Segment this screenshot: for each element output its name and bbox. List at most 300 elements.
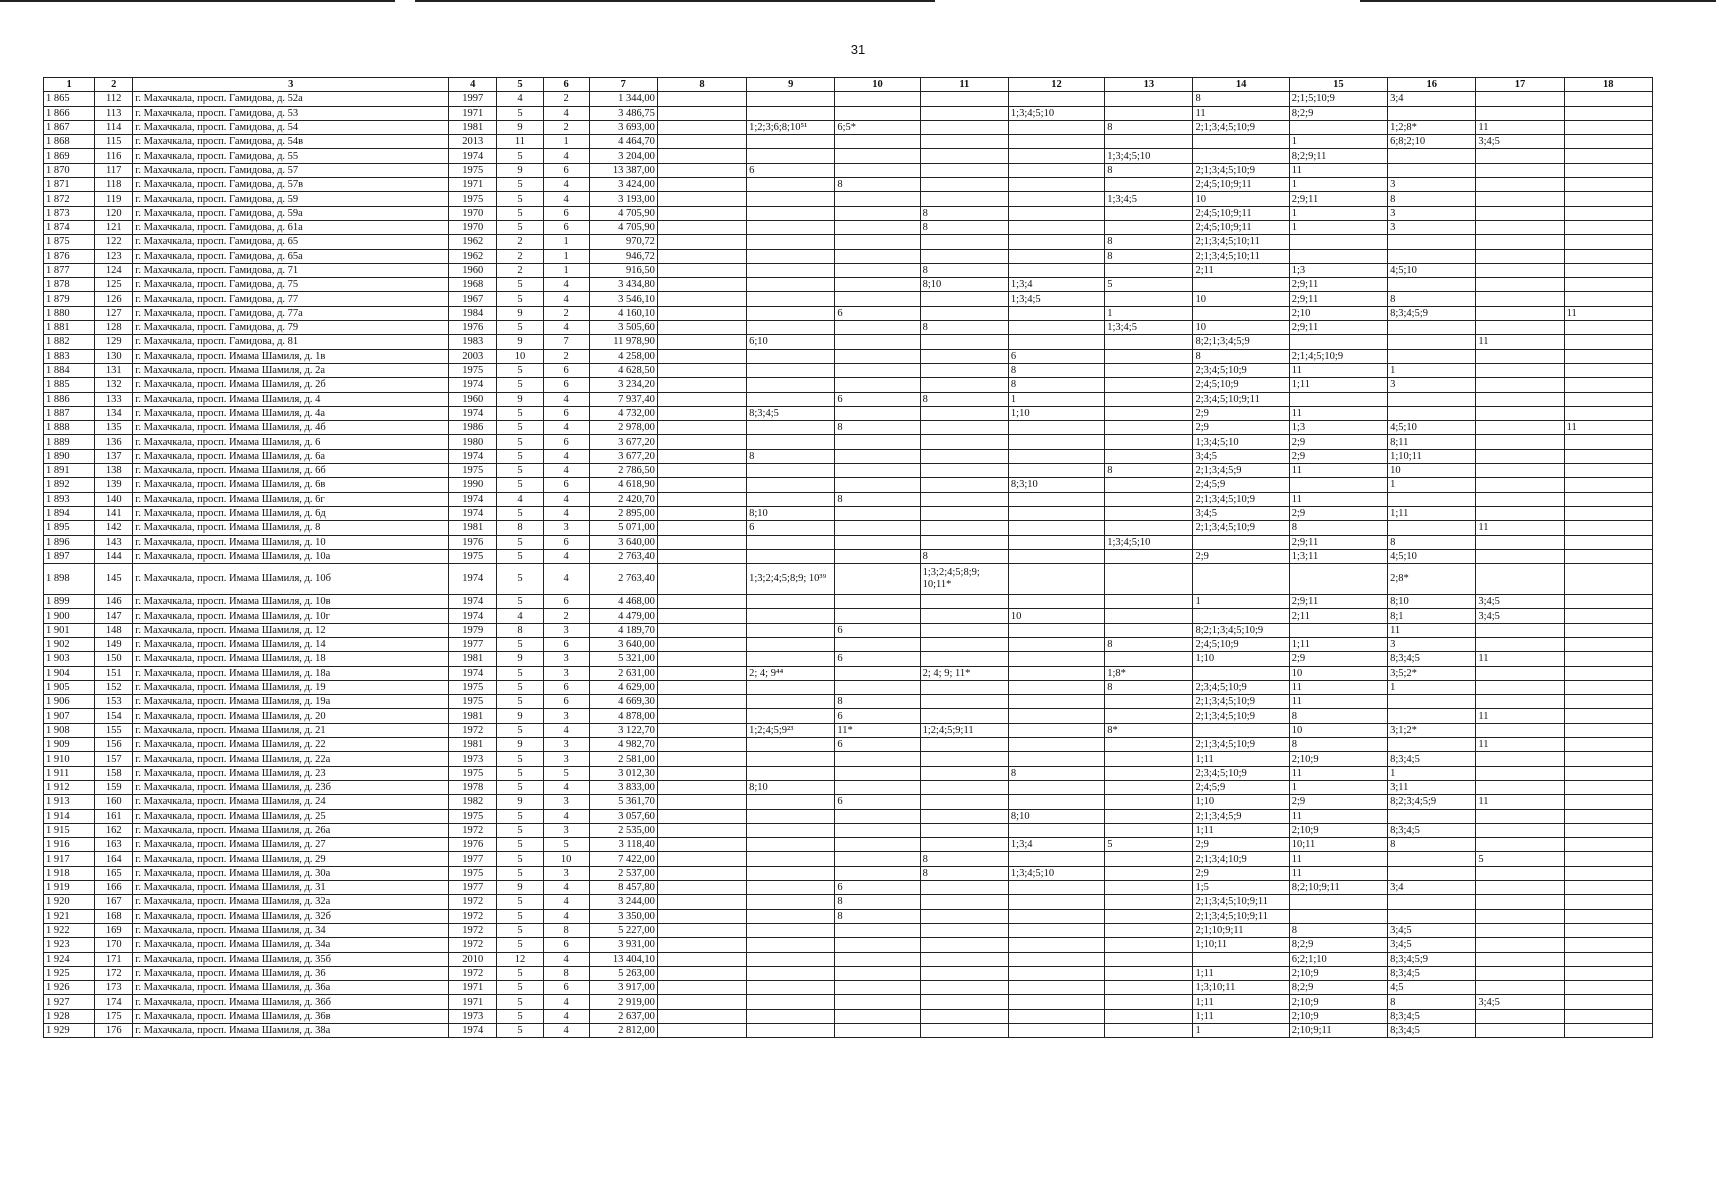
cell-item-number: 119 [95, 192, 133, 206]
cell-col-13 [1105, 623, 1193, 637]
cell-col-10 [835, 263, 920, 277]
cell-col-8 [657, 378, 746, 392]
cell-row-number: 1 876 [44, 249, 95, 263]
cell-address: г. Махачкала, просп. Имама Шамиля, д. 23 [133, 766, 449, 780]
cell-col-16: 8;3;4;5 [1388, 1009, 1476, 1023]
cell-address: г. Махачкала, просп. Гамидова, д. 65 [133, 235, 449, 249]
cell-col-17: 11 [1476, 738, 1564, 752]
cell-col-16: 8;10 [1388, 595, 1476, 609]
cell-item-number: 121 [95, 220, 133, 234]
cell-build-year: 1974 [449, 149, 497, 163]
table-row [44, 92, 1653, 106]
cell-build-year: 1979 [449, 623, 497, 637]
cell-col-15: 8;2;9 [1289, 938, 1387, 952]
register-table [43, 77, 1653, 1038]
cell-build-year: 1974 [449, 506, 497, 520]
cell-col-14: 2;9 [1193, 549, 1289, 563]
cell-col-15: 1;11 [1289, 637, 1387, 651]
cell-col-9: 8;10 [747, 506, 835, 520]
cell-build-year: 1972 [449, 966, 497, 980]
cell-entrances: 4 [543, 149, 589, 163]
cell-col-13: 8 [1105, 680, 1193, 694]
cell-col-17 [1476, 263, 1564, 277]
cell-row-number: 1 877 [44, 263, 95, 277]
table-row [44, 823, 1653, 837]
cell-row-number: 1 886 [44, 392, 95, 406]
cell-build-year: 1971 [449, 106, 497, 120]
cell-col-8 [657, 278, 746, 292]
cell-col-18 [1564, 623, 1652, 637]
table-row [44, 478, 1653, 492]
cell-row-number: 1 915 [44, 823, 95, 837]
cell-area: 2 535,00 [589, 823, 657, 837]
cell-row-number: 1 902 [44, 637, 95, 651]
cell-col-9 [747, 349, 835, 363]
cell-item-number: 128 [95, 321, 133, 335]
cell-col-18 [1564, 809, 1652, 823]
cell-col-12 [1008, 220, 1104, 234]
cell-build-year: 1973 [449, 1009, 497, 1023]
table-row [44, 609, 1653, 623]
cell-build-year: 1983 [449, 335, 497, 349]
cell-col-18: 11 [1564, 421, 1652, 435]
cell-col-9 [747, 106, 835, 120]
cell-col-16: 8 [1388, 192, 1476, 206]
cell-col-12 [1008, 135, 1104, 149]
cell-area: 5 227,00 [589, 923, 657, 937]
cell-col-12: 1 [1008, 392, 1104, 406]
cell-col-17 [1476, 838, 1564, 852]
cell-build-year: 1975 [449, 192, 497, 206]
cell-area: 5 263,00 [589, 966, 657, 980]
cell-col-17 [1476, 292, 1564, 306]
table-row [44, 680, 1653, 694]
cell-col-9: 8;3;4;5 [747, 406, 835, 420]
cell-col-16 [1388, 278, 1476, 292]
cell-item-number: 116 [95, 149, 133, 163]
cell-col-10 [835, 809, 920, 823]
cell-col-16: 8 [1388, 838, 1476, 852]
cell-col-18 [1564, 435, 1652, 449]
cell-address: г. Махачкала, просп. Имама Шамиля, д. 36а [133, 981, 449, 995]
cell-area: 4 878,00 [589, 709, 657, 723]
cell-floors: 5 [497, 981, 543, 995]
table-row [44, 521, 1653, 535]
cell-col-9: 6 [747, 163, 835, 177]
cell-build-year: 1982 [449, 795, 497, 809]
cell-col-15: 2;1;4;5;10;9 [1289, 349, 1387, 363]
cell-col-17: 3;4;5 [1476, 995, 1564, 1009]
cell-area: 3 424,00 [589, 178, 657, 192]
cell-col-10 [835, 666, 920, 680]
cell-col-15 [1289, 623, 1387, 637]
cell-col-8 [657, 695, 746, 709]
cell-col-18 [1564, 881, 1652, 895]
cell-col-11 [920, 435, 1008, 449]
table-row [44, 249, 1653, 263]
cell-col-11 [920, 752, 1008, 766]
cell-col-18 [1564, 464, 1652, 478]
cell-build-year: 1981 [449, 709, 497, 723]
cell-area: 11 978,90 [589, 335, 657, 349]
cell-col-9 [747, 220, 835, 234]
cell-item-number: 131 [95, 363, 133, 377]
cell-col-15 [1289, 120, 1387, 134]
cell-col-8 [657, 192, 746, 206]
cell-build-year: 1977 [449, 637, 497, 651]
cell-area: 3 640,00 [589, 637, 657, 651]
cell-col-14: 2;1;3;4;5;10;9 [1193, 120, 1289, 134]
cell-build-year: 1971 [449, 981, 497, 995]
cell-col-11 [920, 120, 1008, 134]
cell-address: г. Махачкала, просп. Имама Шамиля, д. 4 [133, 392, 449, 406]
cell-item-number: 133 [95, 392, 133, 406]
column-header-1: 1 [44, 78, 95, 92]
cell-col-8 [657, 521, 746, 535]
cell-col-18 [1564, 923, 1652, 937]
cell-col-13: 1;3;4;5;10 [1105, 149, 1193, 163]
cell-col-9 [747, 464, 835, 478]
cell-col-16 [1388, 335, 1476, 349]
cell-address: г. Махачкала, просп. Гамидова, д. 55 [133, 149, 449, 163]
cell-col-13 [1105, 206, 1193, 220]
cell-col-16: 8;3;4;5;9 [1388, 306, 1476, 320]
cell-col-9 [747, 1009, 835, 1023]
cell-col-8 [657, 666, 746, 680]
cell-col-9 [747, 278, 835, 292]
cell-col-18 [1564, 149, 1652, 163]
column-header-8: 8 [657, 78, 746, 92]
cell-col-9: 1;3;2;4;5;8;9; 10³⁹ [747, 564, 835, 595]
cell-col-13 [1105, 780, 1193, 794]
cell-col-12 [1008, 335, 1104, 349]
cell-col-14 [1193, 306, 1289, 320]
cell-address: г. Махачкала, просп. Гамидова, д. 61а [133, 220, 449, 234]
cell-col-14 [1193, 609, 1289, 623]
cell-col-11 [920, 1009, 1008, 1023]
cell-area: 4 628,50 [589, 363, 657, 377]
cell-floors: 2 [497, 235, 543, 249]
cell-entrances: 4 [543, 895, 589, 909]
cell-col-12: 8;10 [1008, 809, 1104, 823]
cell-area: 2 637,00 [589, 1009, 657, 1023]
cell-item-number: 159 [95, 780, 133, 794]
table-row [44, 335, 1653, 349]
cell-col-12 [1008, 652, 1104, 666]
cell-address: г. Махачкала, просп. Гамидова, д. 65а [133, 249, 449, 263]
cell-address: г. Махачкала, просп. Имама Шамиля, д. 12 [133, 623, 449, 637]
cell-item-number: 126 [95, 292, 133, 306]
cell-col-10 [835, 506, 920, 520]
cell-col-12 [1008, 780, 1104, 794]
cell-col-9 [747, 881, 835, 895]
cell-entrances: 3 [543, 866, 589, 880]
cell-col-8 [657, 780, 746, 794]
cell-col-10 [835, 464, 920, 478]
column-header-18: 18 [1564, 78, 1652, 92]
cell-row-number: 1 913 [44, 795, 95, 809]
cell-address: г. Махачкала, просп. Имама Шамиля, д. 6д [133, 506, 449, 520]
cell-address: г. Махачкала, просп. Имама Шамиля, д. 20 [133, 709, 449, 723]
cell-address: г. Махачкала, просп. Имама Шамиля, д. 6 [133, 435, 449, 449]
cell-col-18 [1564, 549, 1652, 563]
cell-col-17 [1476, 895, 1564, 909]
cell-build-year: 1974 [449, 595, 497, 609]
table-row [44, 163, 1653, 177]
cell-col-18 [1564, 178, 1652, 192]
table-row [44, 838, 1653, 852]
cell-col-14 [1193, 723, 1289, 737]
cell-build-year: 1962 [449, 249, 497, 263]
cell-col-14: 8;2;1;3;4;5;10;9 [1193, 623, 1289, 637]
cell-col-15: 1 [1289, 135, 1387, 149]
cell-item-number: 146 [95, 595, 133, 609]
cell-col-18 [1564, 966, 1652, 980]
cell-col-16 [1388, 249, 1476, 263]
cell-col-16 [1388, 909, 1476, 923]
cell-col-9 [747, 435, 835, 449]
cell-col-11 [920, 521, 1008, 535]
cell-col-14: 2;1;3;4;5;10;11 [1193, 249, 1289, 263]
cell-floors: 4 [497, 609, 543, 623]
cell-row-number: 1 916 [44, 838, 95, 852]
cell-build-year: 1971 [449, 178, 497, 192]
cell-col-17 [1476, 881, 1564, 895]
cell-floors: 5 [497, 766, 543, 780]
cell-col-11 [920, 709, 1008, 723]
cell-col-10 [835, 852, 920, 866]
cell-col-16: 3;4;5 [1388, 923, 1476, 937]
cell-address: г. Махачкала, просп. Гамидова, д. 59 [133, 192, 449, 206]
cell-item-number: 167 [95, 895, 133, 909]
cell-entrances: 6 [543, 981, 589, 995]
cell-col-12: 1;3;4 [1008, 838, 1104, 852]
cell-col-9 [747, 709, 835, 723]
cell-area: 3 693,00 [589, 120, 657, 134]
cell-floors: 5 [497, 680, 543, 694]
cell-entrances: 4 [543, 809, 589, 823]
cell-col-18 [1564, 609, 1652, 623]
cell-col-12: 8 [1008, 766, 1104, 780]
cell-build-year: 1976 [449, 838, 497, 852]
cell-address: г. Махачкала, просп. Имама Шамиля, д. 10а [133, 549, 449, 563]
cell-row-number: 1 899 [44, 595, 95, 609]
cell-entrances: 4 [543, 881, 589, 895]
cell-area: 4 189,70 [589, 623, 657, 637]
cell-col-18 [1564, 752, 1652, 766]
cell-col-18 [1564, 780, 1652, 794]
cell-col-13 [1105, 709, 1193, 723]
cell-address: г. Махачкала, просп. Имама Шамиля, д. 25 [133, 809, 449, 823]
cell-area: 4 732,00 [589, 406, 657, 420]
cell-address: г. Махачкала, просп. Имама Шамиля, д. 2а [133, 363, 449, 377]
cell-col-10 [835, 220, 920, 234]
cell-col-17 [1476, 349, 1564, 363]
cell-row-number: 1 923 [44, 938, 95, 952]
cell-col-18 [1564, 349, 1652, 363]
cell-col-17 [1476, 752, 1564, 766]
cell-col-16 [1388, 392, 1476, 406]
cell-row-number: 1 871 [44, 178, 95, 192]
cell-row-number: 1 884 [44, 363, 95, 377]
cell-col-9 [747, 292, 835, 306]
cell-col-9 [747, 981, 835, 995]
cell-item-number: 175 [95, 1009, 133, 1023]
cell-floors: 9 [497, 795, 543, 809]
cell-col-16: 1 [1388, 363, 1476, 377]
cell-entrances: 4 [543, 995, 589, 1009]
cell-col-14: 2;3;4;5;10;9 [1193, 680, 1289, 694]
cell-item-number: 172 [95, 966, 133, 980]
cell-col-12: 1;3;4;5 [1008, 292, 1104, 306]
cell-col-18 [1564, 321, 1652, 335]
cell-col-12 [1008, 852, 1104, 866]
cell-area: 4 705,90 [589, 220, 657, 234]
cell-col-12 [1008, 535, 1104, 549]
cell-row-number: 1 878 [44, 278, 95, 292]
cell-col-17: 11 [1476, 521, 1564, 535]
cell-col-9 [747, 952, 835, 966]
cell-col-14: 2;11 [1193, 263, 1289, 277]
table-row [44, 378, 1653, 392]
cell-col-9: 1;2;4;5;9²³ [747, 723, 835, 737]
cell-col-16: 8;1 [1388, 609, 1476, 623]
cell-col-17 [1476, 478, 1564, 492]
cell-floors: 8 [497, 623, 543, 637]
cell-col-10 [835, 866, 920, 880]
cell-col-10 [835, 163, 920, 177]
cell-col-9 [747, 752, 835, 766]
cell-address: г. Махачкала, просп. Имама Шамиля, д. 4а [133, 406, 449, 420]
cell-area: 4 160,10 [589, 306, 657, 320]
cell-col-9 [747, 895, 835, 909]
cell-item-number: 144 [95, 549, 133, 563]
cell-col-15: 2;9;11 [1289, 321, 1387, 335]
table-row [44, 363, 1653, 377]
cell-col-18 [1564, 595, 1652, 609]
cell-area: 5 321,00 [589, 652, 657, 666]
cell-floors: 5 [497, 895, 543, 909]
cell-entrances: 6 [543, 220, 589, 234]
cell-col-16 [1388, 235, 1476, 249]
cell-col-13 [1105, 738, 1193, 752]
cell-col-10 [835, 1009, 920, 1023]
cell-col-10 [835, 249, 920, 263]
cell-floors: 5 [497, 464, 543, 478]
cell-entrances: 4 [543, 952, 589, 966]
cell-col-14: 1;10 [1193, 795, 1289, 809]
cell-build-year: 1981 [449, 120, 497, 134]
cell-col-18 [1564, 766, 1652, 780]
cell-col-15 [1289, 249, 1387, 263]
cell-item-number: 157 [95, 752, 133, 766]
cell-col-11 [920, 535, 1008, 549]
cell-col-11 [920, 895, 1008, 909]
cell-col-12 [1008, 464, 1104, 478]
cell-col-14: 10 [1193, 321, 1289, 335]
cell-col-15 [1289, 335, 1387, 349]
cell-col-14: 1;11 [1193, 823, 1289, 837]
cell-address: г. Махачкала, просп. Гамидова, д. 52а [133, 92, 449, 106]
cell-col-16: 1 [1388, 680, 1476, 694]
cell-entrances: 4 [543, 723, 589, 737]
cell-col-13 [1105, 449, 1193, 463]
cell-area: 8 457,80 [589, 881, 657, 895]
cell-col-14: 2;1;3;4;5;9 [1193, 464, 1289, 478]
cell-area: 3 677,20 [589, 449, 657, 463]
cell-col-13 [1105, 595, 1193, 609]
cell-item-number: 124 [95, 263, 133, 277]
column-header-16: 16 [1388, 78, 1476, 92]
cell-col-10 [835, 981, 920, 995]
cell-area: 970,72 [589, 235, 657, 249]
cell-col-10 [835, 752, 920, 766]
cell-col-9 [747, 938, 835, 952]
cell-col-16: 3;4 [1388, 92, 1476, 106]
cell-col-17 [1476, 449, 1564, 463]
cell-col-10 [835, 192, 920, 206]
cell-area: 2 763,40 [589, 549, 657, 563]
cell-col-13 [1105, 263, 1193, 277]
cell-col-8 [657, 363, 746, 377]
cell-col-15: 2;9 [1289, 506, 1387, 520]
cell-col-17 [1476, 549, 1564, 563]
cell-entrances: 4 [543, 321, 589, 335]
cell-address: г. Махачкала, просп. Имама Шамиля, д. 32б [133, 909, 449, 923]
cell-col-14: 8 [1193, 349, 1289, 363]
cell-col-9: 8;10 [747, 780, 835, 794]
cell-col-8 [657, 852, 746, 866]
cell-col-10 [835, 335, 920, 349]
cell-floors: 5 [497, 695, 543, 709]
cell-col-18 [1564, 695, 1652, 709]
cell-col-13: 5 [1105, 278, 1193, 292]
cell-col-14 [1193, 535, 1289, 549]
column-header-11: 11 [920, 78, 1008, 92]
cell-build-year: 1975 [449, 163, 497, 177]
cell-col-13: 5 [1105, 838, 1193, 852]
cell-area: 13 404,10 [589, 952, 657, 966]
cell-col-16: 11 [1388, 623, 1476, 637]
cell-col-16: 10 [1388, 464, 1476, 478]
cell-col-15: 8 [1289, 923, 1387, 937]
cell-build-year: 1975 [449, 464, 497, 478]
cell-build-year: 2003 [449, 349, 497, 363]
cell-build-year: 1968 [449, 278, 497, 292]
cell-col-10 [835, 449, 920, 463]
cell-floors: 9 [497, 881, 543, 895]
cell-col-16: 1;11 [1388, 506, 1476, 520]
cell-col-13: 8 [1105, 120, 1193, 134]
cell-col-16 [1388, 695, 1476, 709]
cell-col-14: 1;11 [1193, 752, 1289, 766]
cell-item-number: 173 [95, 981, 133, 995]
cell-col-12 [1008, 981, 1104, 995]
cell-floors: 5 [497, 637, 543, 651]
cell-item-number: 169 [95, 923, 133, 937]
cell-build-year: 1974 [449, 666, 497, 680]
cell-entrances: 4 [543, 449, 589, 463]
table-row [44, 178, 1653, 192]
cell-col-8 [657, 392, 746, 406]
cell-col-10: 8 [835, 695, 920, 709]
cell-entrances: 2 [543, 92, 589, 106]
cell-col-16: 1 [1388, 478, 1476, 492]
table-row [44, 938, 1653, 952]
cell-col-17: 3;4;5 [1476, 609, 1564, 623]
cell-area: 3 118,40 [589, 838, 657, 852]
cell-entrances: 6 [543, 206, 589, 220]
